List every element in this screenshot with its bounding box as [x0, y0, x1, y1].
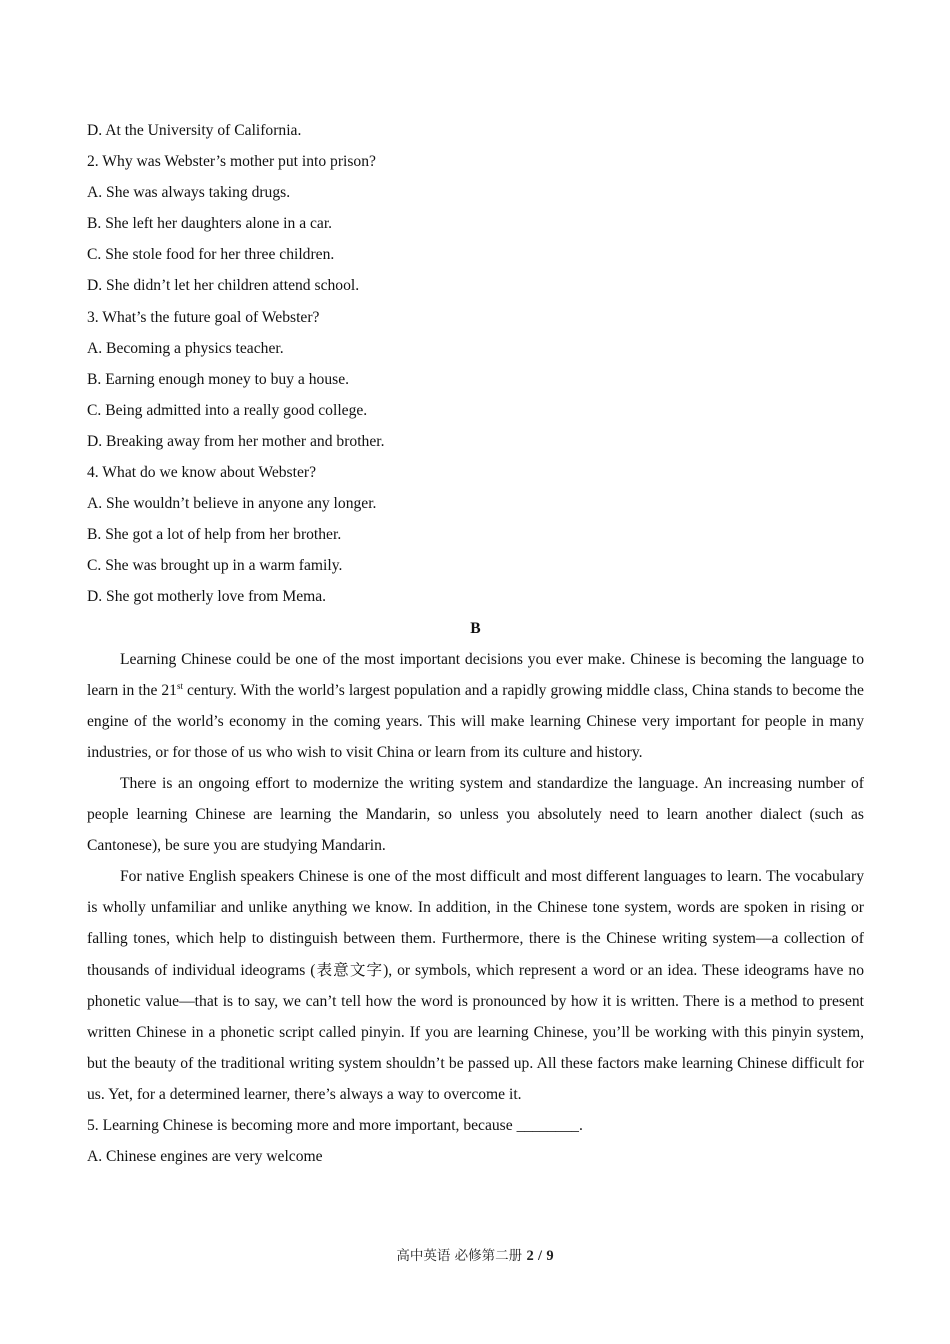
question-line: 3. What’s the future goal of Webster?: [87, 308, 320, 326]
ordinal-suffix: st: [176, 680, 183, 691]
option-line: B. Earning enough money to buy a house.: [87, 370, 350, 388]
passage-paragraph-3: For native English speakers Chinese is one of the most difficult and most different languages to learn. The vocabulary is wholly unfamiliar and unlike anything we know. In addition, in the Chinese tone system, words are spoken in rising or falling tones, which help to distinguish between them. Furthermore, there is the Chinese writing system—a collection of thousands of individual ideograms (表意文字), or symbols, which represent a word or an idea. These ideograms have no phonetic value—that is to say, we can’t tell how the word is pronounced by how it is written. There is a method to present written Chinese in a phonetic script called pinyin. If you are learning Chinese, you’ll be working with this pinyin system, but the beauty of the traditional writing system shouldn’t be passed up. All these factors make learning Chinese difficult for us. Yet, for a determined learner, there’s always a way to overcome it.: [87, 868, 864, 1103]
section-title: B: [470, 619, 481, 637]
option-line: A. Becoming a physics teacher.: [87, 339, 284, 357]
question-line: 5. Learning Chinese is becoming more and more important, because ________.: [87, 1117, 583, 1134]
page-footer: [0, 1244, 950, 1265]
option-line: D. She got motherly love from Mema.: [87, 588, 327, 606]
option-line: A. She was always taking drugs.: [87, 184, 291, 202]
option-line: C. Being admitted into a really good college.: [87, 401, 368, 419]
paragraph-text: Learning Chinese could be one of the most important decisions you ever make. Chinese is becoming the language to learn in the 21: [87, 650, 864, 699]
page-total: 9: [546, 1248, 554, 1264]
document-page: [87, 115, 864, 1172]
option-line: D. Breaking away from her mother and brother.: [87, 432, 385, 450]
option-line: B. She got a lot of help from her brother.: [87, 526, 342, 544]
page-separator: /: [538, 1248, 543, 1264]
page-number: 2: [526, 1248, 534, 1264]
option-line: B. She left her daughters alone in a car.: [87, 215, 333, 233]
option-line: C. She was brought up in a warm family.: [87, 557, 343, 575]
option-line: D. She didn’t let her children attend school.: [87, 277, 360, 295]
question-line: 2. Why was Webster’s mother put into prison?: [87, 153, 376, 171]
option-line: A. Chinese engines are very welcome: [87, 1148, 323, 1166]
paragraph-text: century. With the world’s largest population and a rapidly growing middle class, China stands to become the engine of the world’s economy in the coming years. This will make learning Chinese very important for people in many industries, or for those of us who wish to visit China or learn from its culture and history.: [87, 681, 864, 761]
question-line: 4. What do we know about Webster?: [87, 464, 316, 482]
footer-title: 高中英语 必修第二册: [396, 1248, 523, 1264]
question-block-top: [87, 115, 864, 613]
option-line: C. She stole food for her three children.: [87, 246, 335, 264]
option-line: D. At the University of California.: [87, 122, 302, 139]
question-block-bottom: [87, 1110, 864, 1172]
passage-paragraph-1: [87, 644, 864, 768]
option-line: A. She wouldn’t believe in anyone any longer.: [87, 495, 377, 513]
passage-paragraph-2: There is an ongoing effort to modernize the writing system and standardize the language. An increasing number of people learning Chinese are learning the Mandarin, so unless you absolutely need to learn another dialect (such as Cantonese), be sure you are studying Mandarin.: [87, 774, 864, 855]
